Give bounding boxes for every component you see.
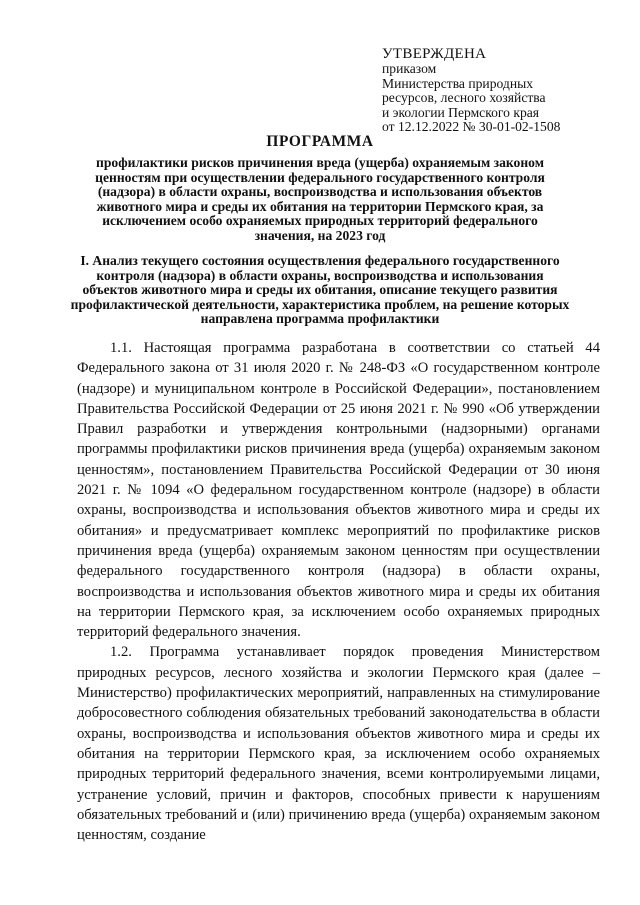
document-body [77,338,600,845]
section-heading: I. Анализ текущего состояния осуществления федерального государственного контроля (надзора) в области охраны, воспроизводства и использования объектов животного мира и среды их обитания, описание текущего развития профилактической деятельности, характеристика проблем, на решение которых направлена программа профилактики [70,253,570,326]
paragraph: 1.2. Программа устанавливает порядок проведения Министерством природных ресурсов, лесного хозяйства и экологии Пермского края (далее – Министерство) профилактических мероприятий, направленных на стимулирование добросовестного соблюдения обязательных требований законодательства в области охраны, воспроизводства и использования объектов животного мира и среды их обитания на территории Пермского края, за исключением особо охраняемых природных территорий федерального значения, всеми контролируемыми лицами, устранение условий, причин и факторов, способных привести к нарушениям обязательных требований и (или) причинению вреда (ущерба) охраняемым законом ценностям, создание [77,644,600,844]
approval-line: и экологии Пермского края [382,104,540,120]
approval-stamp [382,46,622,135]
paragraph: 1.1. Настоящая программа разработана в соответствии со статьей 44 Федерального закона от 31 июля 2020 г. № 248-ФЗ «О государственном контроле (надзоре) и муниципальном контроле в Российской Федерации», постановлением Правительства Российской Федерации от 25 июня 2021 г. № 990 «Об утверждении Правил разработки и утверждения контрольными (надзорными) органами программы профилактики рисков причинения вреда (ущерба) охраняемым законом ценностям», постановлением Правительства Российской Федерации от 30 июня 2021 г. № 1094 «О федеральном государственном контроле (надзоре) в области охраны, воспроизводства и использования объектов животного мира и среды их обитания» и предусматривает комплекс мероприятий по профилактике рисков причинения вреда (ущерба) охраняемым законом ценностям при осуществлении федерального государственного контроля (надзора) в области охраны, воспроизводства и использования объектов животного мира и среды их обитания на территории Пермского края, за исключением особо охраняемых природных территорий федерального значения. [77,340,600,641]
document-subtitle: профилактики рисков причинения вреда (ущерба) охраняемым законом ценностям при осуществлении федерального государственного контроля (надзора) в области охраны, воспроизводства и использования объектов животного мира и среды их обитания на территории Пермского края, за исключением особо охраняемых природных территорий федерального значения, на 2023 год [95,155,545,243]
approval-line: ресурсов, лесного хозяйства [382,90,546,106]
approval-head: УТВЕРЖДЕНА [382,46,487,62]
approval-line: приказом [382,61,437,76]
approval-line: Министерства природных [382,75,534,91]
approval-line: от 12.12.2022 № 30-01-02-1508 [382,119,561,135]
document-title: ПРОГРАММА [266,133,374,150]
